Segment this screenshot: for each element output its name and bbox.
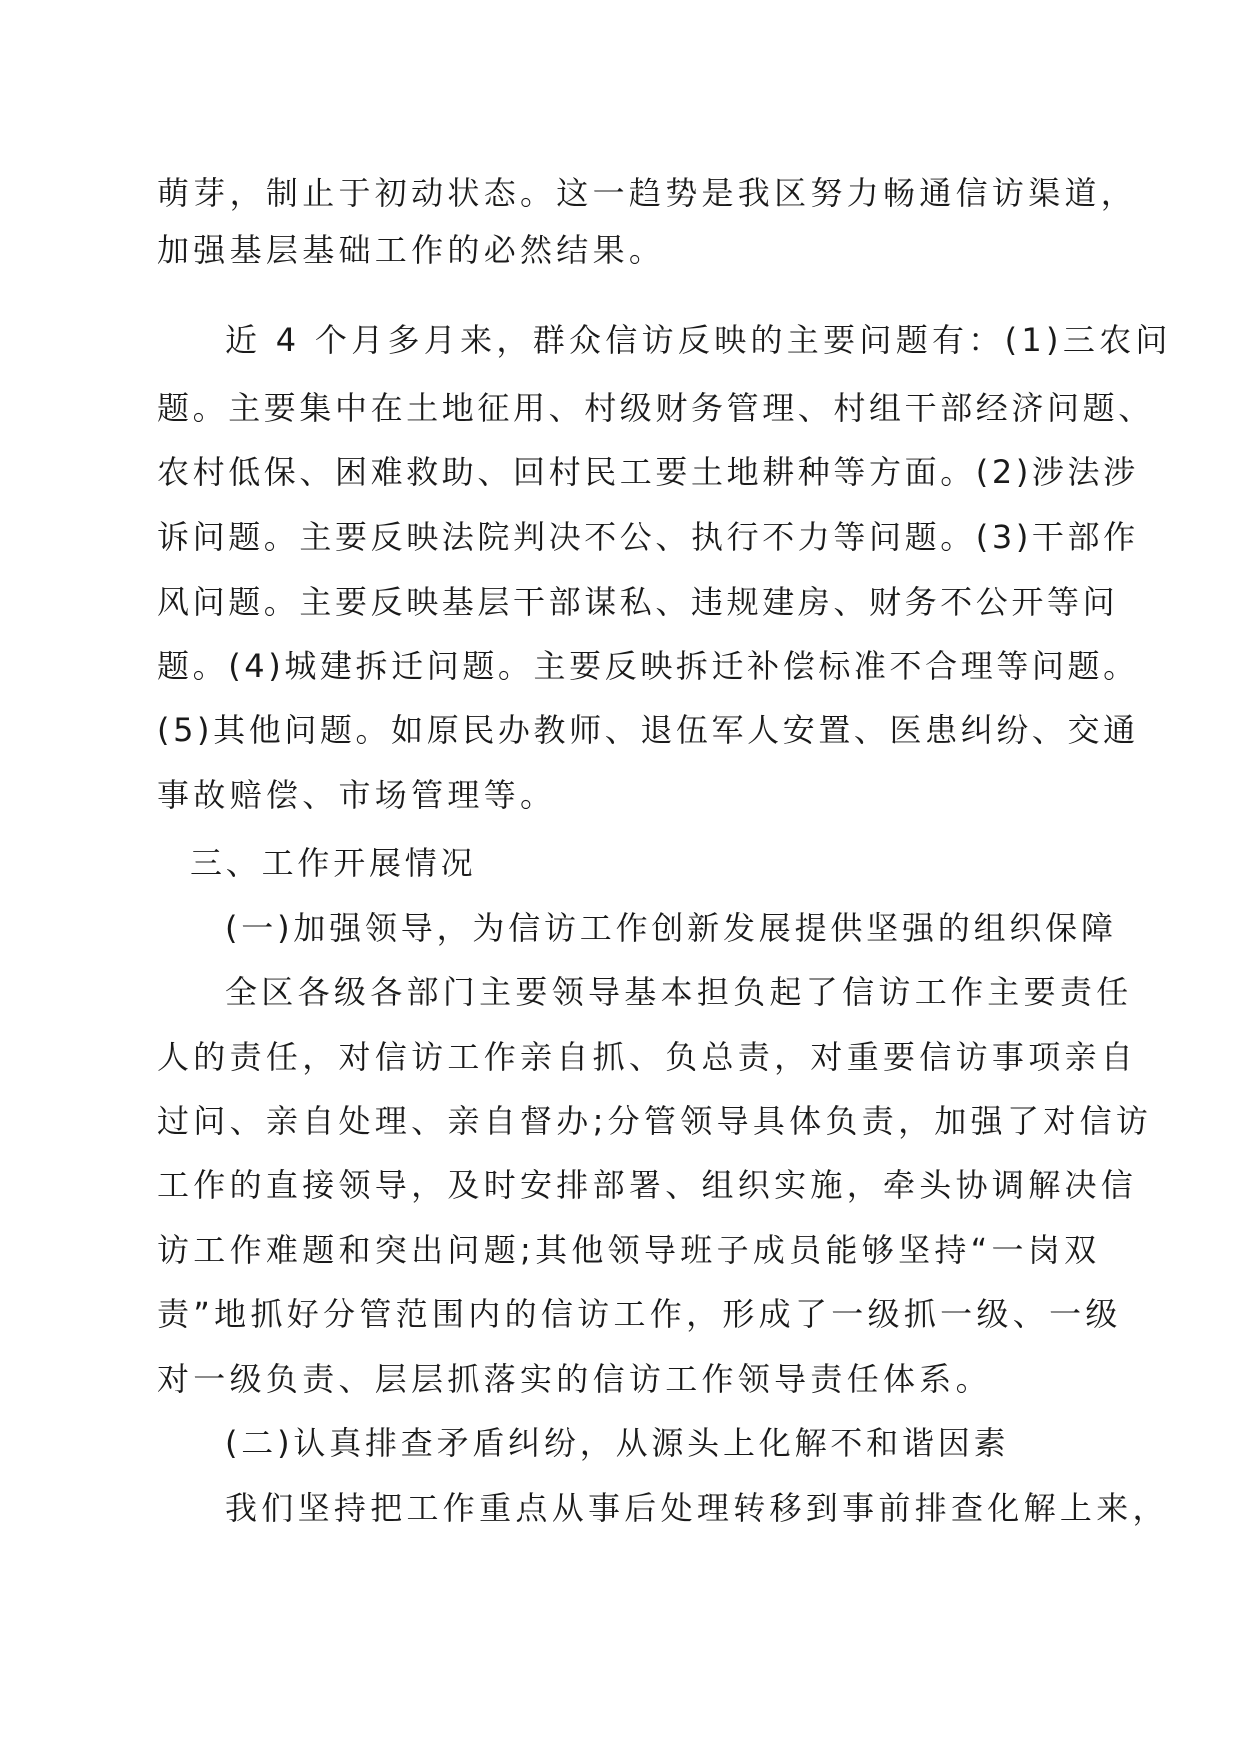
text-line: 工作的直接领导，及时安排部署、组织实施，牵头协调解决信 (157, 1166, 1138, 1204)
text-line: 萌芽，制止于初动状态。这一趋势是我区努力畅通信访渠道， (157, 174, 1138, 212)
text-line: 农村低保、困难救助、回村民工要土地耕种等方面。(2)涉法涉 (157, 453, 1139, 491)
text-line: 过问、亲自处理、亲自督办;分管领导具体负责，加强了对信访 (157, 1102, 1153, 1140)
text-line: 访工作难题和突出问题;其他领导班子成员能够坚持“一岗双 (157, 1231, 1101, 1269)
text-line: 人的责任，对信访工作亲自抓、负总责，对重要信访事项亲自 (157, 1038, 1138, 1076)
section-heading: 三、工作开展情况 (190, 844, 477, 882)
text-line: 题。(4)城建拆迁问题。主要反映拆迁补偿标准不合理等问题。 (157, 647, 1139, 685)
text-line: 诉问题。主要反映法院判决不公、执行不力等问题。(3)干部作 (157, 518, 1139, 556)
text-line: 事故赔偿、市场管理等。 (157, 776, 557, 814)
text-line: (5)其他问题。如原民办教师、退伍军人安置、医患纠纷、交通 (157, 711, 1139, 749)
text-line: 我们坚持把工作重点从事后处理转移到事前排查化解上来， (225, 1489, 1169, 1527)
text-line: 对一级负责、层层抓落实的信访工作领导责任体系。 (157, 1360, 992, 1398)
text-line: 题。主要集中在土地征用、村级财务管理、村组干部经济问题、 (157, 389, 1154, 427)
subsection-heading: (一)加强领导，为信访工作创新发展提供坚强的组织保障 (225, 909, 1117, 947)
text-line: 近 4 个月多月来，群众信访反映的主要问题有：(1)三农问 (225, 321, 1172, 359)
text-line: 全区各级各部门主要领导基本担负起了信访工作主要责任 (225, 973, 1133, 1011)
text-line: 责”地抓好分管范围内的信访工作，形成了一级抓一级、一级 (157, 1295, 1122, 1333)
text-line: 风问题。主要反映基层干部谋私、违规建房、财务不公开等问 (157, 583, 1119, 621)
text-line: 加强基层基础工作的必然结果。 (157, 231, 666, 269)
subsection-heading: (二)认真排查矛盾纠纷，从源头上化解不和谐因素 (225, 1424, 1010, 1462)
